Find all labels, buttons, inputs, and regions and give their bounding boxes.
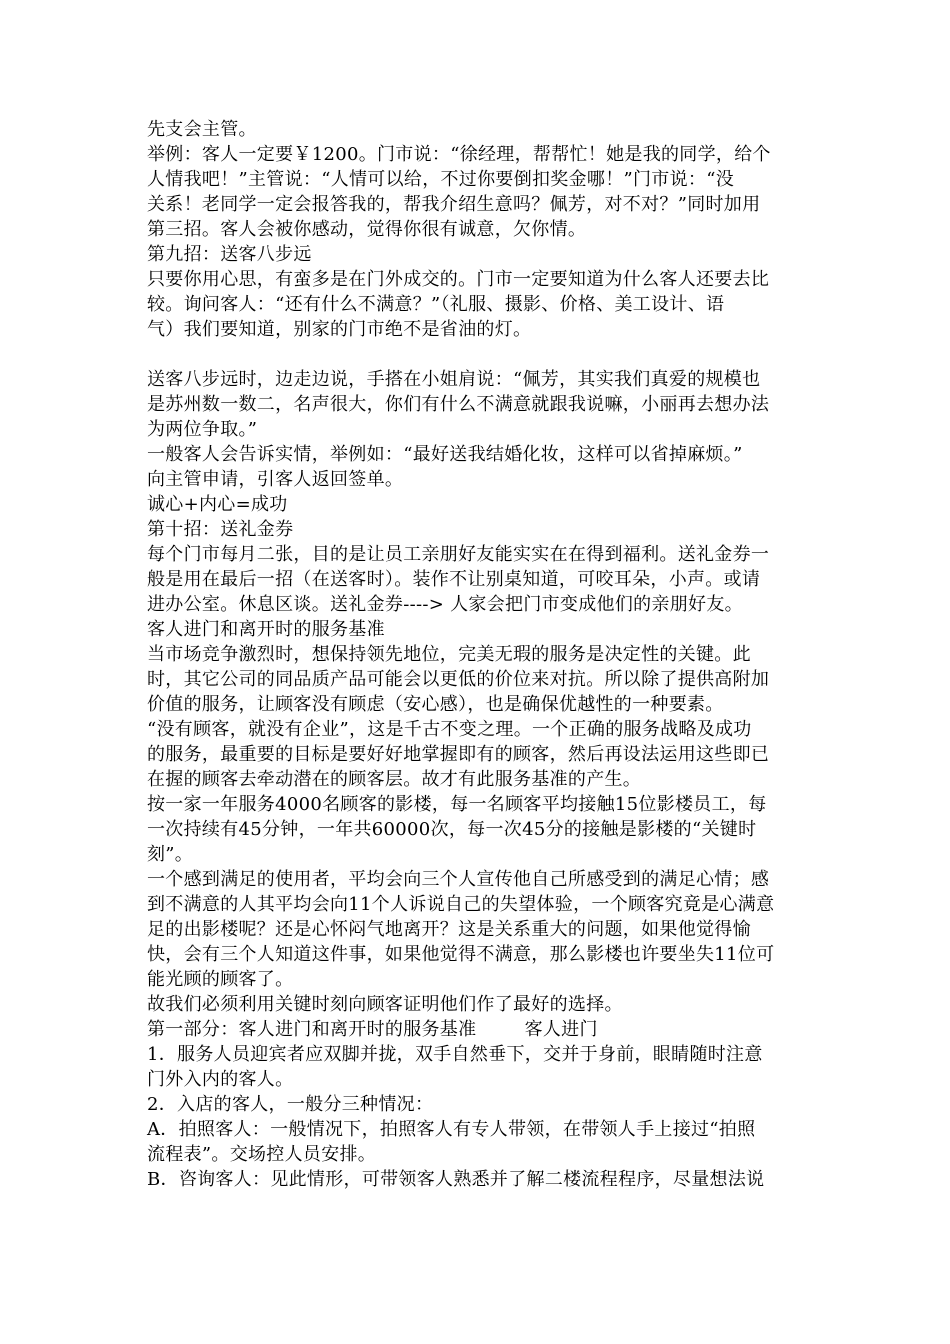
text-line: 到不满意的人其平均会向11个人诉说自己的失望体验，一个顾客究竟是心满意 [147, 894, 775, 915]
text-line: 诚心+内心=成功 [147, 494, 288, 515]
text-line: 举例：客人一定要￥1200。门市说：“徐经理，帮帮忙！她是我的同学，给个 [147, 144, 771, 165]
text-line: “没有顾客，就没有企业”，这是千古不变之理。一个正确的服务战略及成功 [147, 719, 752, 740]
text-line: 在握的顾客去牵动潜在的顾客层。故才有此服务基准的产生。 [147, 769, 642, 790]
text-line: 第一部分：客人进门和离开时的服务基准 客人进门 [147, 1019, 598, 1040]
text-line: 是苏州数一数二，名声很大，你们有什么不满意就跟我说嘛，小丽再去想办法 [147, 394, 770, 415]
text-line: 的服务，最重要的目标是要好好地掌握即有的顾客，然后再设法运用这些即已 [147, 744, 770, 765]
text-line: 第九招：送客八步远 [147, 244, 312, 265]
text-line: 气）我们要知道，别家的门市绝不是省油的灯。 [147, 319, 532, 340]
text-line: 1．服务人员迎宾者应双脚并拢，双手自然垂下，交并于身前，眼睛随时注意 [147, 1044, 763, 1065]
text-line: 按一家一年服务4000名顾客的影楼，每一名顾客平均接触15位影楼员工，每 [147, 794, 767, 815]
text-line: 较。询问客人：“还有什么不满意？”（礼服、摄影、价格、美工设计、语 [147, 294, 725, 315]
text-line: 流程表”。交场控人员安排。 [147, 1144, 377, 1165]
text-line: 当市场竞争激烈时，想保持领先地位，完美无瑕的服务是决定性的关键。此 [147, 644, 751, 665]
text-line: 每个门市每月二张，目的是让员工亲朋好友能实实在在得到福利。送礼金券一 [147, 544, 770, 565]
text-line: 般是用在最后一招（在送客时）。装作不让别桌知道，可咬耳朵，小声。或请 [147, 569, 761, 590]
text-line: B．咨询客人：见此情形，可带领客人熟悉并了解二楼流程程序，尽量想法说 [147, 1169, 765, 1190]
text-line: 价值的服务，让顾客没有顾虑（安心感），也是确保优越性的一种要素。 [147, 694, 724, 715]
text-line: 快，会有三个人知道这件事，如果他觉得不满意，那么影楼也许要坐失11位可 [147, 944, 775, 965]
text-line: 人情我吧！”主管说：“人情可以给，不过你要倒扣奖金哪！”门市说：“没 [147, 169, 735, 190]
text-line: 故我们必须利用关键时刻向顾客证明他们作了最好的选择。 [147, 994, 623, 1015]
text-line: 关系！老同学一定会报答我的，帮我介绍生意吗？佩芳，对不对？”同时加用 [147, 194, 761, 215]
text-line: 足的出影楼呢？还是心怀闷气地离开？这是关系重大的问题，如果他觉得愉 [147, 919, 751, 940]
text-line: 先支会主管。 [147, 119, 257, 140]
text-line: 第三招。客人会被你感动，觉得你很有诚意，欠你情。 [147, 219, 587, 240]
text-line: 一次持续有45分钟，一年共60000次，每一次45分的接触是影楼的“关键时 [147, 819, 757, 840]
blank-line [147, 342, 812, 367]
text-line: 只要你用心思，有蛮多是在门外成交的。门市一定要知道为什么客人还要去比 [147, 269, 770, 290]
text-line: 一般客人会告诉实情，举例如：“最好送我结婚化妆，这样可以省掉麻烦。” [147, 444, 743, 465]
text-line: A．拍照客人：一般情况下，拍照客人有专人带领，在带领人手上接过“拍照 [147, 1119, 756, 1140]
text-line: 客人进门和离开时的服务基准 [147, 619, 385, 640]
text-line: 2．入店的客人，一般分三种情况： [147, 1094, 434, 1115]
text-line: 刻”。 [147, 844, 194, 865]
document-body [147, 117, 812, 1192]
text-line: 进办公室。休息区谈。送礼金券----> 人家会把门市变成他们的亲朋好友。 [147, 594, 743, 615]
text-line: 第十招：送礼金券 [147, 519, 294, 540]
text-line: 为两位争取。” [147, 419, 258, 440]
text-line: 送客八步远时，边走边说，手搭在小姐肩说：“佩芳，其实我们真爱的规模也 [147, 369, 761, 390]
text-line: 门外入内的客人。 [147, 1069, 294, 1090]
text-line: 向主管申请，引客人返回签单。 [147, 469, 404, 490]
text-line: 一个感到满足的使用者，平均会向三个人宣传他自己所感受到的满足心情；感 [147, 869, 770, 890]
text-line: 能光顾的顾客了。 [147, 969, 294, 990]
text-line: 时，其它公司的同品质产品可能会以更低的价位来对抗。所以除了提供高附加 [147, 669, 770, 690]
